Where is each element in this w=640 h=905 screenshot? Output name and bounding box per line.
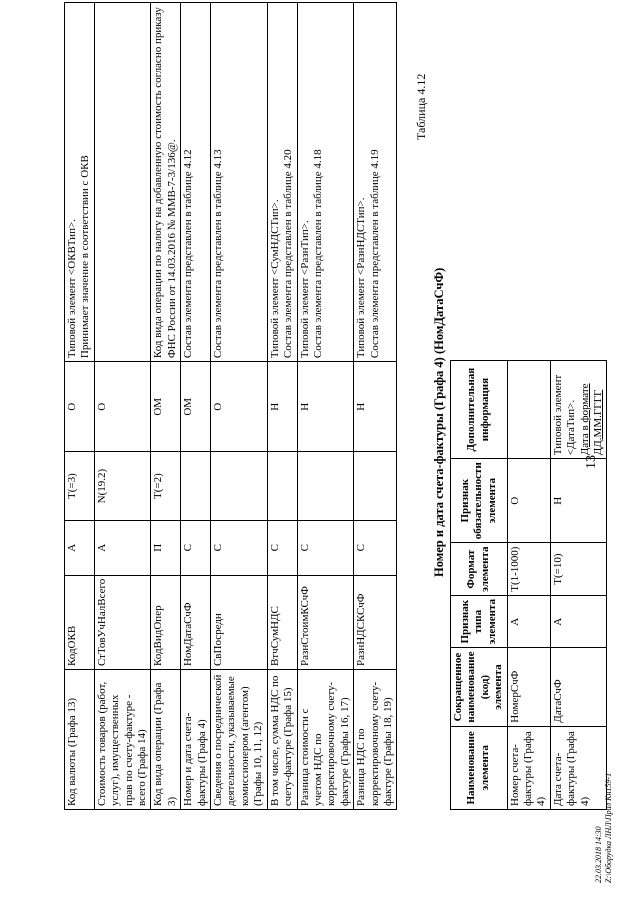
element-mandatory: Н: [550, 459, 607, 543]
element-mandatory: О: [94, 362, 151, 452]
element-info: [507, 361, 550, 459]
element-mandatory: ОМ: [181, 362, 211, 452]
column-header: Признак обязательности элемента: [451, 459, 508, 543]
element-code: ДатаСчФ: [550, 648, 607, 726]
element-type: А: [94, 520, 151, 575]
element-mandatory: ОМ: [151, 362, 181, 452]
element-code: ВтчСумНДС: [267, 575, 297, 669]
table-header-row: [451, 361, 508, 810]
element-code: КодОКВ: [65, 575, 95, 669]
info-line: Состав элемента представлен в таблице 4.13: [212, 149, 225, 359]
element-code: КодВидОпер: [151, 575, 181, 669]
element-name: Сведения о посреднической деятельности, указываемые комиссионером (агентом) (Графы 10, 11, 12): [211, 670, 268, 810]
info-line: Код вида операции по налогу на добавленную стоимость согласно приказу ФНС России от 14.03.2016 № ММВ-7-3/136@.: [152, 7, 178, 359]
element-info: [94, 3, 151, 362]
element-name: Стоимость товаров (работ, услуг), имущественных прав по счету-фактуре - всего (Графа 14): [94, 670, 151, 810]
info-line: Типовой элемент <РазнТип>.: [298, 220, 311, 359]
table-title: Номер и дата счета-фактуры (Графа 4) (НомДатаСчФ): [432, 267, 446, 577]
element-mandatory: О: [65, 362, 95, 452]
info-line: Состав элемента представлен в таблице 4.20: [282, 149, 295, 359]
element-name: Код вида операции (Графа 3): [151, 670, 181, 810]
column-header: Наименование элемента: [451, 726, 508, 809]
column-header: Сокращенное наименование (код) элемента: [451, 648, 508, 726]
info-line: Состав элемента представлен в таблице 4.18: [311, 149, 324, 359]
element-format: Т(=2): [151, 452, 181, 520]
footer-file-path: Z:\Оборудка ЛНЛ\Прил Кн159-1: [604, 772, 613, 883]
element-code: НомДатаСчФ: [181, 575, 211, 669]
element-format: Т(1-1000): [507, 543, 550, 596]
element-info: [65, 3, 95, 362]
table-row: [297, 3, 354, 810]
element-format: Т(=3): [65, 452, 95, 520]
element-format: [211, 452, 268, 520]
element-mandatory: Н: [297, 362, 354, 452]
table-row: [354, 3, 397, 810]
footer-timestamp: 22.03.2018 14:30: [594, 826, 603, 883]
element-name: Код валюты (Графа 13): [65, 670, 95, 810]
element-name: В том числе, сумма НДС по счету-фактуре (Графа 15): [267, 670, 297, 810]
table-row: [151, 3, 181, 810]
info-line: Типовой элемент <ОКВТип>.: [66, 219, 78, 359]
table-row: [181, 3, 211, 810]
table-caption: Таблица 4.12: [414, 73, 428, 140]
element-name: Разница стоимости с учетом НДС по корректировочному счету-фактуре (Графы 16, 17): [297, 670, 354, 810]
table-row: [211, 3, 268, 810]
element-type: С: [297, 520, 354, 575]
element-type: А: [65, 520, 95, 575]
element-info: [211, 3, 268, 362]
table-row: [550, 361, 607, 810]
element-type: С: [354, 520, 397, 575]
info-line: Типовой элемент <РазнНДСТип>.: [355, 197, 368, 359]
element-type: С: [267, 520, 297, 575]
element-code: СтТовУчНалВсего: [94, 575, 151, 669]
element-type: С: [211, 520, 268, 575]
table-4-12: [450, 360, 607, 810]
info-line: Типовой элемент <ДатаТип>.: [551, 374, 578, 456]
element-format: N(19.2): [94, 452, 151, 520]
element-mandatory: О: [507, 459, 550, 543]
element-type: А: [507, 596, 550, 648]
element-name: Номер счета-фактуры (Графа 4): [507, 726, 550, 809]
element-info: [297, 3, 354, 362]
element-format: [181, 452, 211, 520]
element-name: Разница НДС по корректировочному счету-фактуре (Графы 18, 19): [354, 670, 397, 810]
element-info: [354, 3, 397, 362]
page-number: 13: [584, 455, 599, 469]
element-code: НомерСчФ: [507, 648, 550, 726]
file-footer: [594, 773, 614, 883]
element-code: РазнНДСКСчФ: [354, 575, 397, 669]
element-info: [181, 3, 211, 362]
element-format: [297, 452, 354, 520]
table-row: [267, 3, 297, 810]
info-line: Принимает значение в соответствии с ОКВ: [79, 155, 92, 359]
element-type: П: [151, 520, 181, 575]
element-info: [267, 3, 297, 362]
element-format: Т(=10): [550, 543, 607, 596]
element-code: РазнСтоимКСчФ: [297, 575, 354, 669]
element-format: [267, 452, 297, 520]
elements-table: [64, 2, 397, 810]
element-info: [151, 3, 181, 362]
element-info: [550, 361, 607, 459]
column-header: Признак типа элемента: [451, 596, 508, 648]
info-line: Дата в формате ДД.ММ.ГГГГ: [578, 383, 605, 456]
element-format: [354, 452, 397, 520]
element-type: С: [181, 520, 211, 575]
element-name: Дата счета-фактуры (Графа 4): [550, 726, 607, 809]
table-row: [94, 3, 151, 810]
table-row: [507, 361, 550, 810]
info-line: Состав элемента представлен в таблице 4.19: [368, 149, 381, 359]
column-header: Формат элемента: [451, 543, 508, 596]
table-row: [65, 3, 95, 810]
element-name: Номер и дата счета-фактуры (Графа 4): [181, 670, 211, 810]
info-line: Типовой элемент <СумНДСТип>.: [268, 199, 281, 359]
element-mandatory: Н: [267, 362, 297, 452]
element-type: А: [550, 596, 607, 648]
element-code: СвПосредн: [211, 575, 268, 669]
element-mandatory: О: [211, 362, 268, 452]
column-header: Дополнительная информация: [451, 361, 508, 459]
element-mandatory: Н: [354, 362, 397, 452]
info-line: Состав элемента представлен в таблице 4.12: [182, 149, 195, 359]
